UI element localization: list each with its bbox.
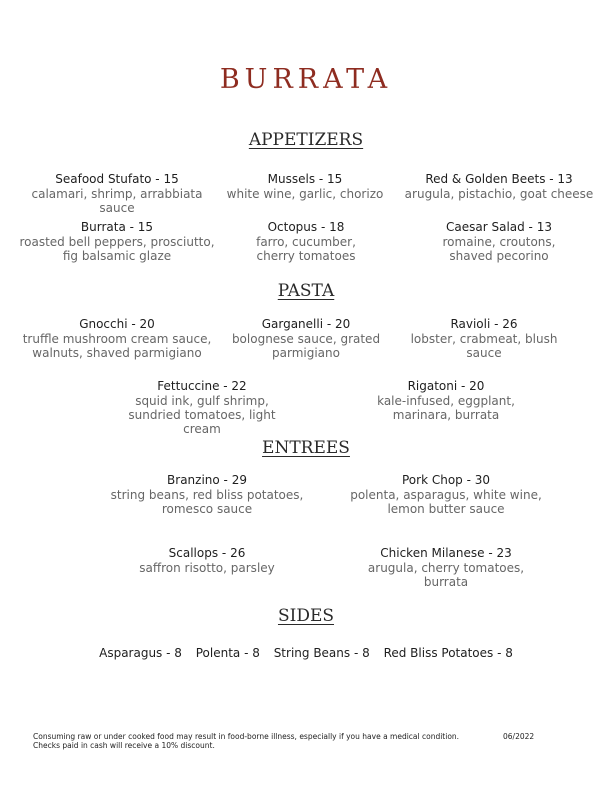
item-name: Red & Golden Beets - 13 xyxy=(425,172,573,186)
menu-item xyxy=(348,379,544,422)
item-description: white wine, garlic, chorizo xyxy=(226,187,384,201)
item-name: Gnocchi - 20 xyxy=(79,317,155,331)
menu-item xyxy=(236,220,376,263)
item-description: lobster, crabmeat, blush sauce xyxy=(410,332,558,360)
menu-item xyxy=(356,546,536,589)
menu-item xyxy=(409,317,559,360)
side-item: Asparagus - 8 xyxy=(99,646,182,660)
item-name: Pork Chop - 30 xyxy=(401,473,491,487)
item-name: Garganelli - 20 xyxy=(261,317,351,331)
footer-warning: Consuming raw or under cooked food may result in food-borne illness, especially if you have a medical condition. xyxy=(33,732,460,741)
item-name: Octopus - 18 xyxy=(267,220,345,234)
item-name: Chicken Milanese - 23 xyxy=(380,546,512,560)
item-description: roasted bell peppers, prosciutto, fig balsamic glaze xyxy=(19,235,215,263)
menu-item xyxy=(112,379,292,436)
restaurant-title: BURRATA xyxy=(219,64,393,95)
pasta-heading: PASTA xyxy=(277,281,335,301)
menu-item xyxy=(17,220,217,263)
item-description: arugula, pistachio, goat cheese xyxy=(404,187,594,201)
item-description: squid ink, gulf shrimp, sundried tomatoes, light cream xyxy=(128,394,276,436)
menu-item xyxy=(17,317,217,360)
menu-item xyxy=(399,172,599,201)
item-description: kale-infused, eggplant, marinara, burrata xyxy=(377,394,515,422)
item-description: truffle mushroom cream sauce, walnuts, shaved parmigiano xyxy=(22,332,212,360)
footer-disclaimer xyxy=(33,732,533,750)
sides-list xyxy=(0,646,612,660)
item-name: Scallops - 26 xyxy=(168,546,246,560)
menu-item xyxy=(419,220,579,263)
menu-item xyxy=(17,172,217,215)
item-name: Rigatoni - 20 xyxy=(407,379,485,393)
item-description: romaine, croutons, shaved pecorino xyxy=(442,235,556,263)
entrees-heading: ENTREES xyxy=(262,438,350,458)
menu-item xyxy=(107,546,307,575)
menu-item xyxy=(107,473,307,516)
sides-heading: SIDES xyxy=(277,606,335,626)
item-name: Burrata - 15 xyxy=(80,220,154,234)
side-item: Polenta - 8 xyxy=(195,646,260,660)
appetizers-heading: APPETIZERS xyxy=(248,130,364,150)
item-name: Mussels - 15 xyxy=(267,172,343,186)
item-name: Branzino - 29 xyxy=(167,473,247,487)
item-description: polenta, asparagus, white wine, lemon butter sauce xyxy=(350,488,542,516)
item-name: Fettuccine - 22 xyxy=(157,379,247,393)
item-description: saffron risotto, parsley xyxy=(139,561,275,575)
side-item: Red Bliss Potatoes - 8 xyxy=(383,646,513,660)
item-description: arugula, cherry tomatoes, burrata xyxy=(367,561,525,589)
item-description: calamari, shrimp, arrabbiata sauce xyxy=(31,187,203,215)
item-name: Caesar Salad - 13 xyxy=(446,220,552,234)
item-description: string beans, red bliss potatoes, romesco sauce xyxy=(110,488,304,516)
menu-item xyxy=(205,172,405,201)
menu-item xyxy=(349,473,543,516)
item-name: Seafood Stufato - 15 xyxy=(55,172,179,186)
footer-date: 06/2022 xyxy=(503,732,535,741)
item-name: Ravioli - 26 xyxy=(450,317,518,331)
item-description: farro, cucumber, cherry tomatoes xyxy=(256,235,356,263)
side-item: String Beans - 8 xyxy=(273,646,370,660)
footer-discount: Checks paid in cash will receive a 10% discount. xyxy=(33,741,215,750)
item-description: bolognese sauce, grated parmigiano xyxy=(231,332,381,360)
menu-item xyxy=(231,317,381,360)
